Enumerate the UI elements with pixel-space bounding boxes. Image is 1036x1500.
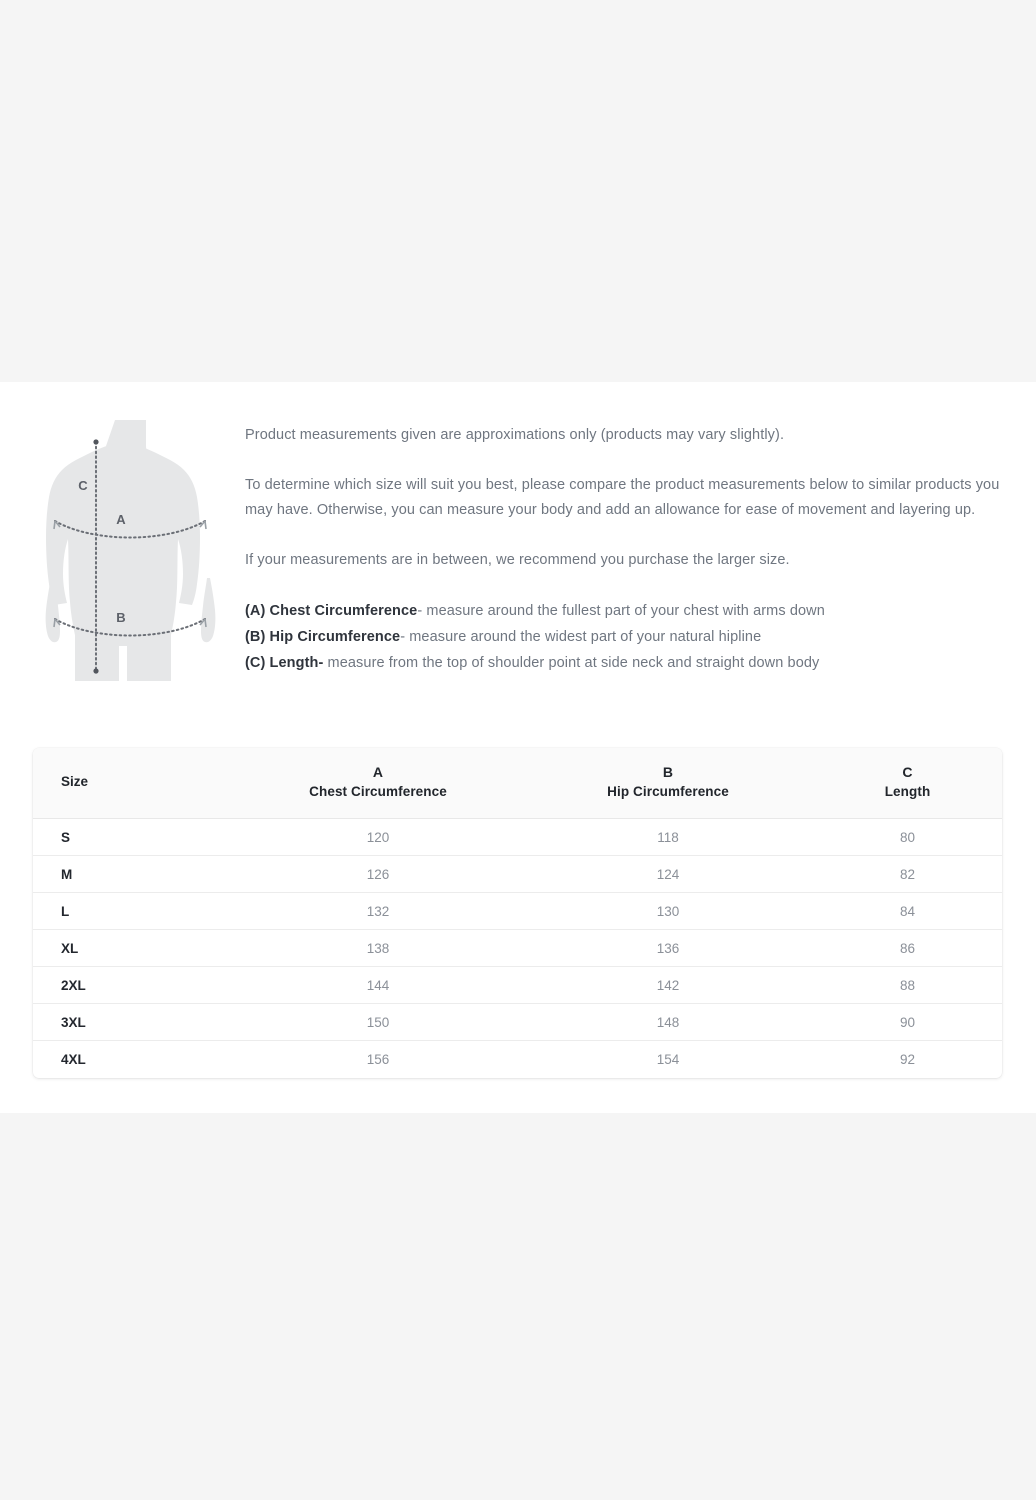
cell-length: 86	[813, 930, 1002, 967]
size-guide-copy	[245, 423, 1025, 676]
size-chart-table-head	[33, 748, 1002, 819]
size-chart-table-container	[33, 748, 1002, 1078]
size-chart-table	[33, 748, 1002, 1078]
cell-length: 80	[813, 819, 1002, 856]
intro-paragraph-1: Product measurements given are approximations only (products may vary slightly).	[245, 427, 785, 443]
column-header-length	[813, 748, 1002, 819]
cell-size: 2XL	[33, 967, 233, 1004]
cell-chest: 138	[233, 930, 523, 967]
table-row	[33, 930, 1002, 967]
column-header-length-name: Length	[884, 784, 931, 799]
body-silhouette-icon	[33, 418, 228, 718]
cell-size: L	[33, 893, 233, 930]
cell-hip: 148	[523, 1004, 813, 1041]
figure-label-b: B	[116, 610, 126, 625]
table-row	[33, 1004, 1002, 1041]
cell-hip: 130	[523, 893, 813, 930]
definition-length	[245, 650, 1025, 676]
column-header-hip	[523, 748, 813, 819]
chest-guide-right-tick	[200, 521, 206, 529]
table-row	[33, 856, 1002, 893]
definition-length-lead: (C) Length-	[245, 655, 324, 671]
table-row	[33, 1041, 1002, 1078]
cell-size: S	[33, 819, 233, 856]
table-row	[33, 967, 1002, 1004]
column-header-size-label: Size	[61, 774, 89, 789]
intro-paragraph-2: To determine which size will suit you best, please compare the product measurements below to similar products you may have. Otherwise, you can measure your body and add an allowance for ease of movement and layering up.	[245, 477, 1000, 518]
cell-size: 4XL	[61, 1051, 86, 1067]
cell-size: XL	[33, 930, 233, 967]
length-guide-start-dot	[93, 439, 98, 444]
column-header-hip-letter: B	[662, 764, 674, 780]
size-guide-card	[0, 382, 1036, 1113]
cell-chest: 156	[366, 1051, 390, 1067]
cell-length: 88	[813, 967, 1002, 1004]
table-header-row	[33, 748, 1002, 819]
definition-length-text: measure from the top of shoulder point at side neck and straight down body	[323, 655, 820, 671]
cell-chest: 132	[233, 893, 523, 930]
intro-paragraph-3: If your measurements are in between, we recommend you purchase the larger size.	[245, 552, 790, 568]
column-header-hip-name: Hip Circumference	[607, 784, 729, 799]
cell-hip: 118	[523, 819, 813, 856]
table-row	[33, 819, 1002, 856]
column-header-chest-letter: A	[372, 764, 384, 780]
definition-hip-lead: (B) Hip Circumference	[245, 629, 401, 645]
size-guide-intro-section	[0, 382, 1036, 727]
figure-label-a: A	[116, 512, 126, 527]
definition-chest-circumference	[245, 598, 1025, 624]
definition-chest-lead: (A) Chest Circumference	[245, 603, 418, 619]
cell-length: 84	[813, 893, 1002, 930]
definition-hip-text: - measure around the widest part of your natural hipline	[400, 629, 762, 645]
column-header-length-letter: C	[902, 764, 913, 780]
size-chart-table-body	[33, 819, 1002, 1078]
cell-length: 92	[899, 1051, 916, 1067]
cell-hip: 154	[656, 1051, 680, 1067]
cell-chest: 150	[233, 1004, 523, 1041]
cell-chest: 120	[233, 819, 523, 856]
definition-hip-circumference	[245, 624, 1025, 650]
cell-size: 3XL	[33, 1004, 233, 1041]
cell-hip: 124	[523, 856, 813, 893]
body-measurement-diagram	[33, 418, 228, 718]
column-header-size	[33, 748, 233, 819]
cell-length: 82	[813, 856, 1002, 893]
column-header-chest-name: Chest Circumference	[309, 784, 447, 799]
cell-chest: 144	[233, 967, 523, 1004]
cell-length: 90	[813, 1004, 1002, 1041]
measurement-definitions-list	[245, 598, 1025, 676]
definition-chest-text: - measure around the fullest part of your chest with arms down	[417, 603, 825, 619]
table-row	[33, 893, 1002, 930]
cell-hip: 142	[523, 967, 813, 1004]
cell-size: M	[33, 856, 233, 893]
column-header-chest	[233, 748, 523, 819]
cell-hip: 136	[523, 930, 813, 967]
figure-label-c: C	[78, 478, 88, 493]
length-guide-end-dot	[93, 668, 98, 673]
cell-chest: 126	[233, 856, 523, 893]
